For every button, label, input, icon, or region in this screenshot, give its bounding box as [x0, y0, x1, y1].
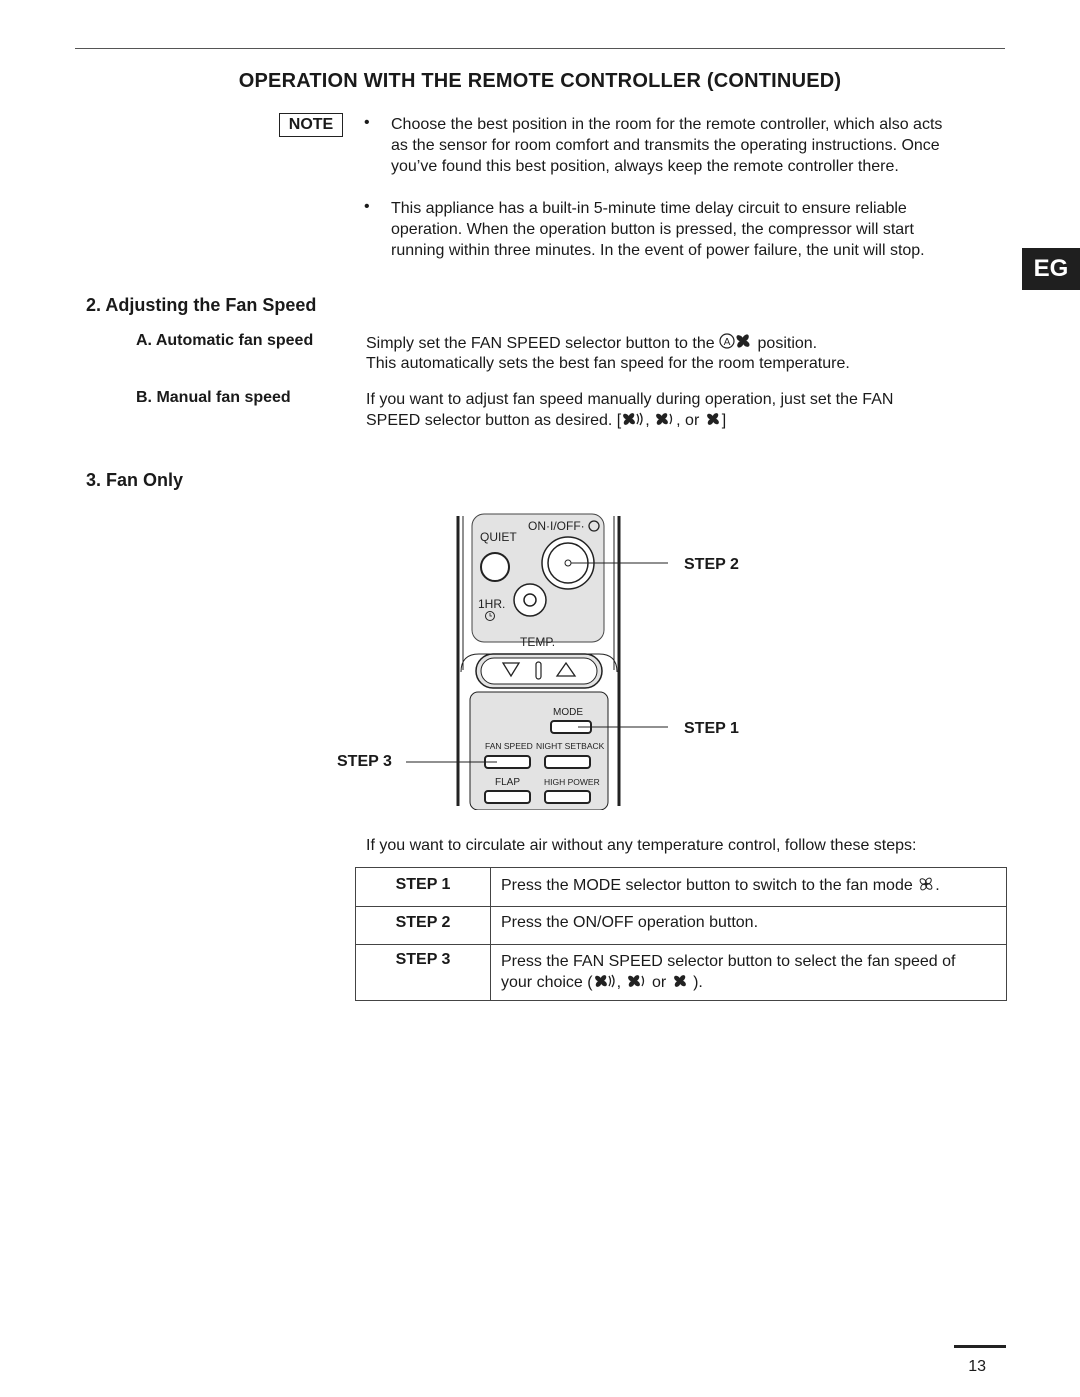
fan-medium-icon [654, 411, 676, 433]
step-3-pre: your choice ( [501, 974, 593, 991]
note-bullet-2 [391, 198, 925, 261]
fan-medium-icon [626, 973, 648, 995]
bullet-icon: • [364, 198, 370, 215]
remote-quiet-label: QUIET [480, 530, 517, 544]
note-bullet-2-line: operation. When the operation button is pressed, the compressor will start [391, 221, 914, 238]
page-number-rule [954, 1345, 1006, 1348]
manual-fan-speed-text-2 [366, 410, 726, 433]
svg-text:A: A [723, 337, 731, 348]
top-rule [75, 48, 1005, 49]
step-label: STEP 2 [356, 907, 491, 945]
manual-text-post: ] [721, 412, 727, 429]
remote-temp-label: TEMP. [520, 635, 556, 649]
remote-high-power-label: HIGH POWER [544, 777, 600, 787]
remote-fan-speed-label: FAN SPEED [485, 741, 533, 751]
remote-mode-label: MODE [553, 707, 583, 718]
note-bullet-2-line: This appliance has a built-in 5-minute time delay circuit to ensure reliable [391, 200, 907, 217]
bullet-icon: • [364, 114, 370, 131]
step-1-text: Press the MODE selector button to switch to the fan mode [501, 877, 913, 894]
step-3-text-line-2 [501, 972, 1006, 995]
step-description [491, 868, 1007, 907]
remote-flap-label: FLAP [495, 777, 521, 788]
steps-table [355, 867, 1007, 1001]
section-3-heading: 3. Fan Only [86, 470, 184, 490]
note-bullet-1-line: as the sensor for room comfort and transmits the operating instructions. Once [391, 137, 940, 154]
fan-only-intro: If you want to circulate air without any temperature control, follow these steps: [366, 837, 917, 854]
fan-high-icon [621, 411, 645, 433]
step-1-tail: . [935, 877, 940, 894]
step-3-text-line-1: Press the FAN SPEED selector button to select the fan speed of [501, 953, 956, 970]
separator: , or [676, 412, 700, 429]
step-description [491, 945, 1007, 1001]
step-3-post: ). [693, 974, 703, 991]
separator: , [616, 974, 622, 991]
separator: , [645, 412, 650, 429]
section-2-heading: 2. Adjusting the Fan Speed [86, 295, 317, 315]
step-description: Press the ON/OFF operation button. [491, 907, 1007, 945]
remote-1hr-label: 1HR. [478, 597, 506, 611]
step-label: STEP 3 [356, 945, 491, 1001]
page-number: 13 [968, 1358, 986, 1375]
auto-text-post: position. [757, 335, 818, 352]
note-bullet-1 [391, 114, 942, 177]
fan-low-icon [704, 411, 722, 433]
table-row [356, 945, 1007, 1001]
step-label: STEP 1 [356, 868, 491, 907]
manual-fan-speed-label: B. Manual fan speed [136, 389, 291, 406]
fan-low-icon [671, 973, 689, 995]
separator: or [651, 974, 667, 991]
manual-fan-speed-text-1: If you want to adjust fan speed manually during operation, just set the FAN [366, 391, 894, 408]
fan-high-icon [593, 973, 617, 995]
remote-controller-illustration [330, 510, 770, 810]
language-tab: EG [1022, 248, 1080, 290]
note-label: NOTE [279, 113, 343, 137]
table-row [356, 907, 1007, 945]
callout-step-2: STEP 2 [684, 556, 739, 573]
remote-onoff-label: ON·I/OFF· [528, 519, 585, 533]
note-bullet-1-line: Choose the best position in the room for the remote controller, which also acts [391, 116, 943, 133]
auto-fan-speed-label: A. Automatic fan speed [136, 332, 314, 349]
page-title: OPERATION WITH THE REMOTE CONTROLLER (CONTINUED) [238, 70, 842, 92]
note-bullet-2-line: running within three minutes. In the event of power failure, the unit will stop. [391, 242, 925, 259]
callout-step-3: STEP 3 [337, 753, 392, 770]
fan-mode-icon [917, 876, 935, 897]
remote-night-setback-label: NIGHT SETBACK [536, 741, 605, 751]
table-row [356, 868, 1007, 907]
manual-text-pre: SPEED selector button as desired. [ [366, 412, 622, 429]
note-bullet-1-line: you’ve found this best position, always keep the remote controller there. [391, 158, 899, 175]
callout-step-1: STEP 1 [684, 720, 739, 737]
auto-fan-speed-text-2: This automatically sets the best fan speed for the room temperature. [366, 355, 850, 372]
auto-text-pre: Simply set the FAN SPEED selector button to the [366, 335, 715, 352]
